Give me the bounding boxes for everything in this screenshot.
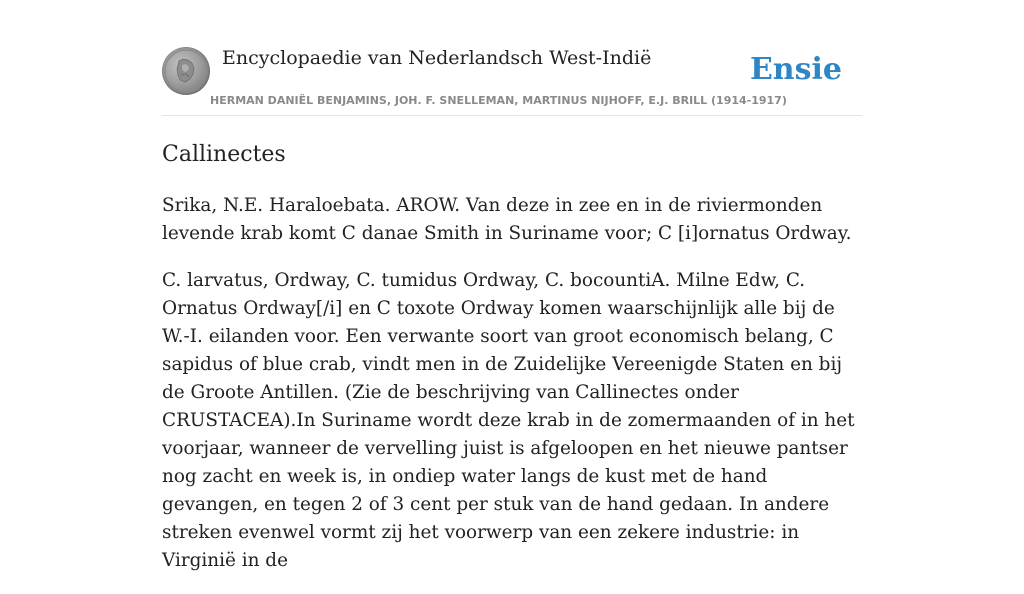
book-title[interactable]: Encyclopaedie van Nederlandsch West-Indië (222, 47, 652, 69)
book-header (162, 44, 862, 116)
entry-body (162, 192, 862, 594)
authors-byline: HERMAN DANIËL BENJAMINS, JOH. F. SNELLEMAN, MARTINUS NIJHOFF, E.J. BRILL (1914-1917) (210, 94, 787, 107)
entry-paragraph: C. larvatus, Ordway, C. tumidus Ordway, C. bocountiA. Milne Edw, C. Ornatus Ordway[/i] en C toxote Ordway komen waarschijnlijk alle bij de W.-I. eilanden voor. Een verwante soort van groot economisch belang, C sapidus of blue crab, vindt men in de Zuidelijke Vereenigde Staten en bij de Groote Antillen. (Zie de beschrijving van Callinectes onder CRUSTACEA).In Suriname wordt deze krab in de zomermaanden of in het voorjaar, wanneer de vervelling juist is afgeloopen en het nieuwe pantser nog zacht en week is, in ondiep water langs de kust met de hand gevangen, en tegen 2 of 3 cent per stuk van de hand gedaan. In andere streken evenwel vormt zij het voorwerp van een zekere industrie: in Virginië in de (162, 270, 855, 571)
coin-emblem (162, 47, 210, 95)
ensie-logo-link[interactable]: Ensie (749, 52, 842, 87)
coin-icon[interactable] (162, 47, 210, 95)
entry-paragraph: Srika, N.E. Haraloebata. AROW. Van deze in zee en in de riviermonden levende krab komt C danae Smith in Suriname voor; C [i]ornatus Ordway. (162, 195, 852, 244)
entry-title: Callinectes (162, 142, 286, 167)
